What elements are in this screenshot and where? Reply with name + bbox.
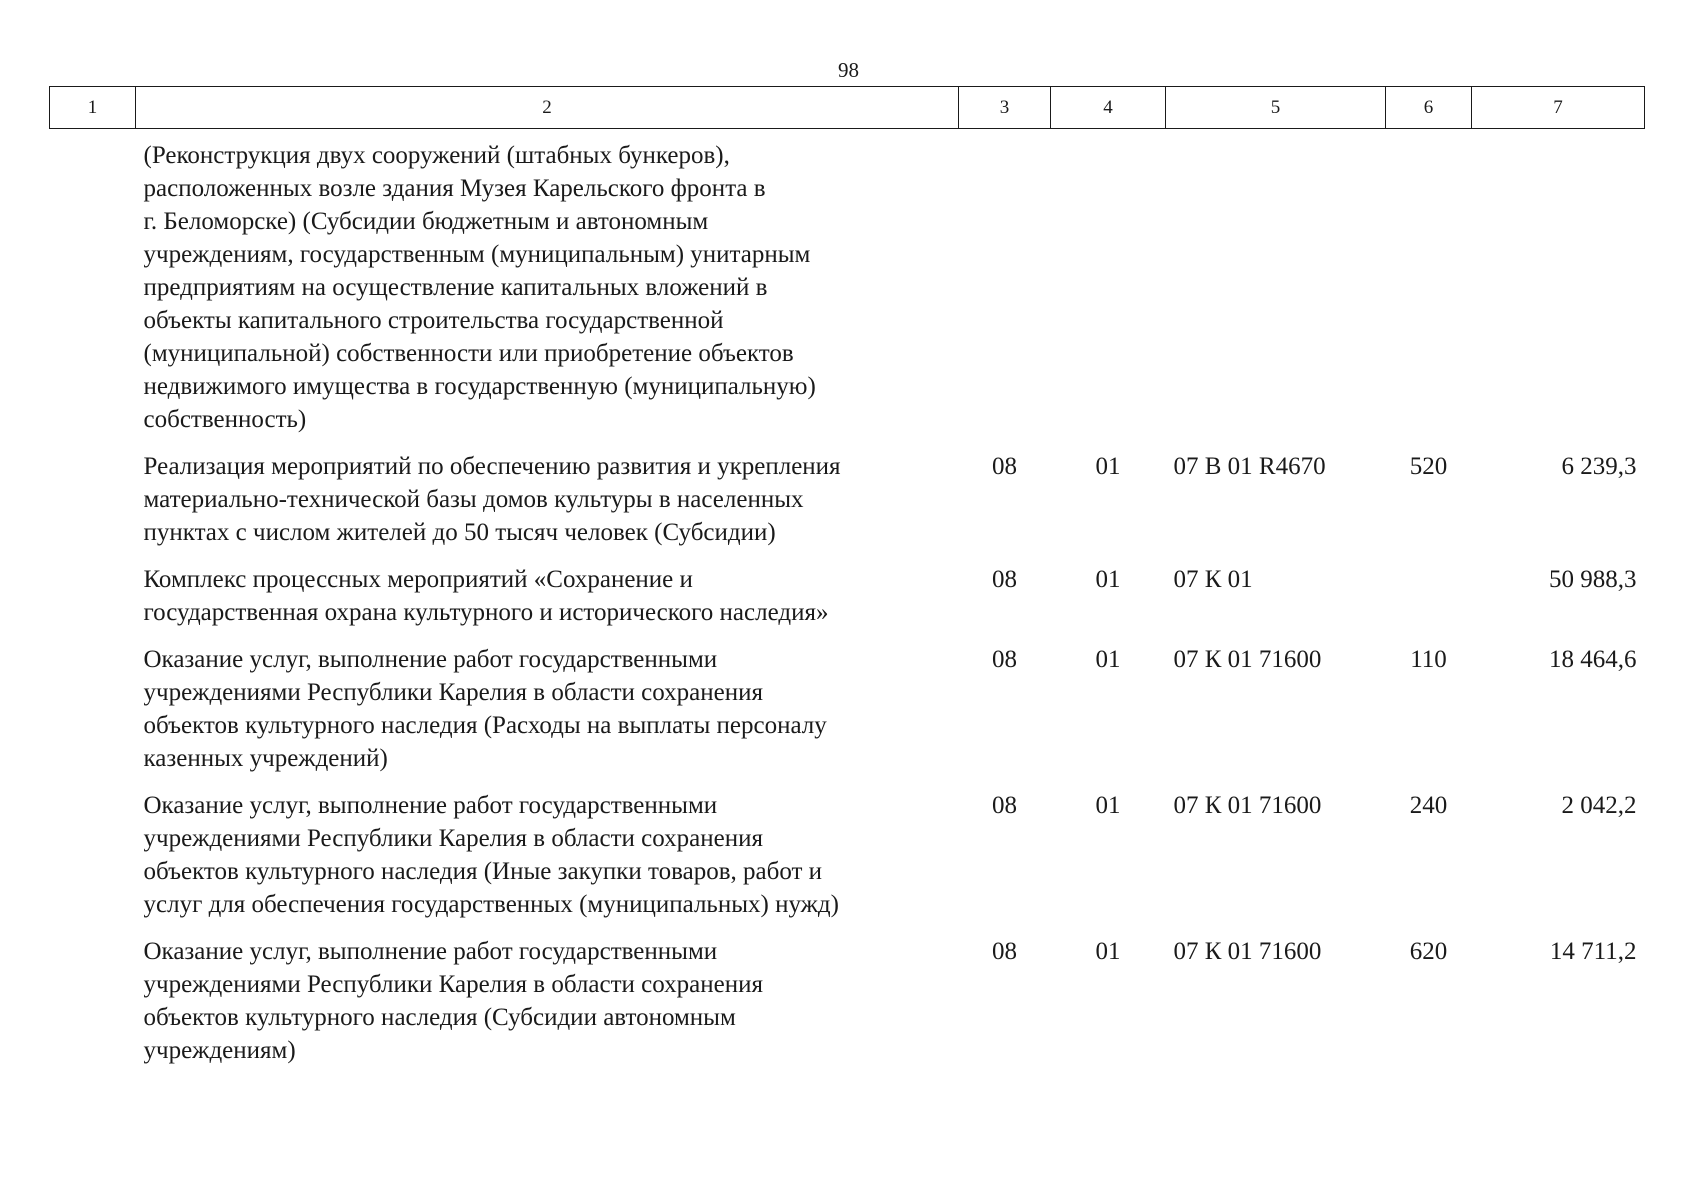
budget-table bbox=[49, 86, 1645, 1081]
row-expense-type bbox=[1386, 563, 1472, 643]
row-section: 08 bbox=[992, 453, 1017, 480]
row-name-line: предприятиям на осуществление капитальных вложений в bbox=[143, 274, 768, 301]
header-col-7: 7 bbox=[1472, 87, 1645, 129]
row-name-line: объектов культурного наследия (Субсидии автономным bbox=[143, 1004, 736, 1031]
row-subsection bbox=[1051, 129, 1166, 451]
table-row bbox=[50, 129, 1645, 451]
row-name-line: г. Беломорске) (Субсидии бюджетным и автономным bbox=[143, 208, 709, 235]
table-body bbox=[50, 129, 1645, 1082]
row-name bbox=[50, 563, 959, 643]
table-row bbox=[50, 935, 1645, 1081]
row-name-line: Реализация мероприятий по обеспечению развития и укрепления bbox=[143, 453, 841, 480]
row-name-line: объектов культурного наследия (Расходы на выплаты персоналу bbox=[143, 712, 827, 739]
row-target-article: 07 В 01 R4670 bbox=[1173, 453, 1326, 480]
row-name bbox=[50, 643, 959, 789]
table-row bbox=[50, 563, 1645, 643]
table-row bbox=[50, 643, 1645, 789]
row-amount: 14 711,2 bbox=[1549, 938, 1637, 965]
header-col-1: 1 bbox=[50, 87, 136, 129]
row-target-article: 07 К 01 bbox=[1173, 566, 1253, 593]
row-amount: 18 464,6 bbox=[1549, 646, 1637, 673]
page-number: 98 bbox=[838, 58, 859, 82]
row-section: 08 bbox=[992, 938, 1017, 965]
header-col-4: 4 bbox=[1051, 87, 1166, 129]
row-subsection: 01 bbox=[1095, 566, 1121, 593]
row-name-line: учреждениями Республики Карелия в области сохранения bbox=[143, 971, 763, 998]
row-expense-type: 240 bbox=[1409, 792, 1448, 819]
row-name-line: государственная охрана культурного и исторического наследия» bbox=[143, 599, 829, 626]
row-name-line: учреждениям) bbox=[143, 1037, 296, 1064]
row-name-line: пунктах с числом жителей до 50 тысяч человек (Субсидии) bbox=[143, 519, 776, 546]
row-name bbox=[50, 935, 959, 1081]
header-col-5: 5 bbox=[1166, 87, 1386, 129]
row-name-line: собственность) bbox=[143, 406, 307, 433]
row-section: 08 bbox=[992, 792, 1017, 819]
row-name-line: материально-технической базы домов культуры в населенных bbox=[143, 486, 804, 513]
row-name-line: объектов культурного наследия (Иные закупки товаров, работ и bbox=[143, 858, 823, 885]
row-name-line: (муниципальной) собственности или приобретение объектов bbox=[143, 340, 794, 367]
row-name-line: недвижимого имущества в государственную (муниципальную) bbox=[143, 373, 816, 400]
row-name-line: учреждениями Республики Карелия в области сохранения bbox=[143, 679, 763, 706]
row-subsection: 01 bbox=[1095, 453, 1121, 480]
row-expense-type: 520 bbox=[1409, 453, 1448, 480]
row-name-line: казенных учреждений) bbox=[143, 745, 388, 772]
row-target-article: 07 К 01 71600 bbox=[1173, 938, 1322, 965]
row-name-line: учреждениям, государственным (муниципальным) унитарным bbox=[143, 241, 811, 268]
row-amount: 2 042,2 bbox=[1561, 792, 1637, 819]
header-col-6: 6 bbox=[1386, 87, 1472, 129]
row-name bbox=[50, 450, 959, 563]
row-name bbox=[50, 129, 959, 451]
row-section bbox=[959, 129, 1051, 451]
row-subsection: 01 bbox=[1095, 792, 1121, 819]
row-section: 08 bbox=[992, 646, 1017, 673]
header-row bbox=[50, 87, 1645, 129]
row-subsection: 01 bbox=[1095, 938, 1121, 965]
row-amount: 50 988,3 bbox=[1549, 566, 1637, 593]
row-name-line: учреждениями Республики Карелия в области сохранения bbox=[143, 825, 763, 852]
row-name-line: Оказание услуг, выполнение работ государственными bbox=[143, 792, 718, 819]
row-name-line: Оказание услуг, выполнение работ государственными bbox=[143, 646, 718, 673]
row-section: 08 bbox=[992, 566, 1017, 593]
row-name-line: Оказание услуг, выполнение работ государственными bbox=[143, 938, 718, 965]
row-name-line: (Реконструкция двух сооружений (штабных бункеров), bbox=[143, 142, 730, 169]
row-name-line: услуг для обеспечения государственных (муниципальных) нужд) bbox=[143, 891, 839, 918]
row-expense-type: 110 bbox=[1410, 646, 1447, 673]
row-target-article bbox=[1166, 129, 1386, 451]
row-name-line: Комплекс процессных мероприятий «Сохранение и bbox=[143, 566, 693, 593]
header-col-2: 2 bbox=[136, 87, 959, 129]
row-amount bbox=[1472, 129, 1645, 451]
row-name bbox=[50, 789, 959, 935]
table-header bbox=[50, 87, 1645, 129]
row-subsection: 01 bbox=[1095, 646, 1121, 673]
row-name-line: объекты капитального строительства государственной bbox=[143, 307, 724, 334]
header-col-3: 3 bbox=[959, 87, 1051, 129]
row-target-article: 07 К 01 71600 bbox=[1173, 646, 1322, 673]
row-name-line: расположенных возле здания Музея Карельского фронта в bbox=[143, 175, 766, 202]
row-amount: 6 239,3 bbox=[1561, 453, 1637, 480]
row-expense-type bbox=[1386, 129, 1472, 451]
row-expense-type: 620 bbox=[1409, 938, 1448, 965]
table-row bbox=[50, 789, 1645, 935]
row-target-article: 07 К 01 71600 bbox=[1173, 792, 1322, 819]
table-row bbox=[50, 450, 1645, 563]
